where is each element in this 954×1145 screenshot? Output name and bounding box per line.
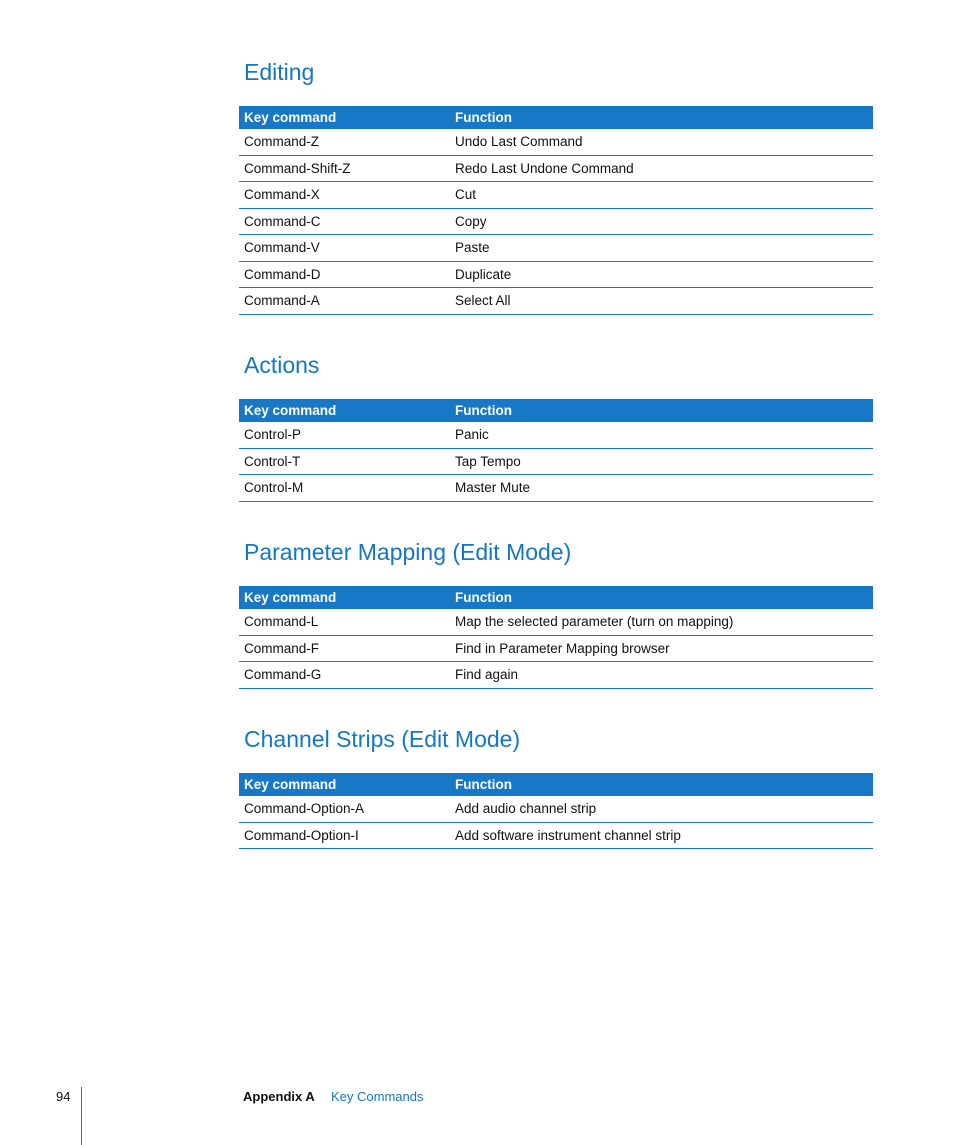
column-header-function: Function [450, 399, 873, 422]
key-command-cell: Control-T [239, 448, 450, 475]
key-command-cell: Command-G [239, 662, 450, 689]
table-row [239, 422, 873, 448]
table-header-row [239, 106, 873, 129]
section-title: Editing [244, 59, 315, 85]
function-cell: Map the selected parameter (turn on mapping) [450, 609, 873, 635]
key-command-cell: Control-P [239, 422, 450, 448]
table-row [239, 822, 873, 849]
key-command-cell: Command-Z [239, 129, 450, 155]
table-row [239, 208, 873, 235]
column-header-key-command: Key command [239, 773, 450, 796]
key-command-table [239, 399, 873, 502]
table-row [239, 796, 873, 822]
key-command-cell: Command-Shift-Z [239, 155, 450, 182]
function-cell: Add software instrument channel strip [450, 822, 873, 849]
function-cell: Find again [450, 662, 873, 689]
key-command-cell: Command-D [239, 261, 450, 288]
key-command-cell: Command-C [239, 208, 450, 235]
section-title: Channel Strips (Edit Mode) [244, 726, 521, 752]
key-command-cell: Command-F [239, 635, 450, 662]
function-cell: Panic [450, 422, 873, 448]
function-cell: Duplicate [450, 261, 873, 288]
section-title: Actions [244, 352, 320, 378]
table-row [239, 635, 873, 662]
table-header-row [239, 586, 873, 609]
page-number: 94 [56, 1089, 71, 1104]
section-actions [239, 351, 873, 502]
function-cell: Cut [450, 182, 873, 209]
section-channel-strips [239, 725, 873, 849]
key-command-table [239, 586, 873, 689]
table-header-row [239, 773, 873, 796]
section-title: Parameter Mapping (Edit Mode) [244, 539, 572, 565]
function-cell: Redo Last Undone Command [450, 155, 873, 182]
function-cell: Select All [450, 288, 873, 315]
table-row [239, 182, 873, 209]
column-header-key-command: Key command [239, 586, 450, 609]
key-command-table [239, 773, 873, 849]
key-command-cell: Command-A [239, 288, 450, 315]
section-parameter-mapping [239, 538, 873, 689]
column-header-function: Function [450, 586, 873, 609]
column-header-key-command: Key command [239, 106, 450, 129]
column-header-function: Function [450, 773, 873, 796]
table-row [239, 475, 873, 502]
table-row [239, 235, 873, 262]
key-command-table [239, 106, 873, 315]
table-header-row [239, 399, 873, 422]
function-cell: Master Mute [450, 475, 873, 502]
function-cell: Copy [450, 208, 873, 235]
table-row [239, 129, 873, 155]
function-cell: Find in Parameter Mapping browser [450, 635, 873, 662]
footer-chapter-link[interactable]: Key Commands [331, 1089, 424, 1104]
key-command-cell: Command-Option-A [239, 796, 450, 822]
table-row [239, 662, 873, 689]
table-row [239, 448, 873, 475]
function-cell: Add audio channel strip [450, 796, 873, 822]
key-command-cell: Command-L [239, 609, 450, 635]
column-header-key-command: Key command [239, 399, 450, 422]
section-editing [239, 58, 873, 315]
table-row [239, 288, 873, 315]
function-cell: Undo Last Command [450, 129, 873, 155]
key-command-cell: Command-V [239, 235, 450, 262]
key-command-cell: Control-M [239, 475, 450, 502]
function-cell: Tap Tempo [450, 448, 873, 475]
key-command-cell: Command-Option-I [239, 822, 450, 849]
table-row [239, 609, 873, 635]
footer-appendix-label: Appendix A [243, 1089, 315, 1104]
table-row [239, 155, 873, 182]
column-header-function: Function [450, 106, 873, 129]
table-row [239, 261, 873, 288]
footer-divider [81, 1087, 82, 1145]
function-cell: Paste [450, 235, 873, 262]
key-command-cell: Command-X [239, 182, 450, 209]
